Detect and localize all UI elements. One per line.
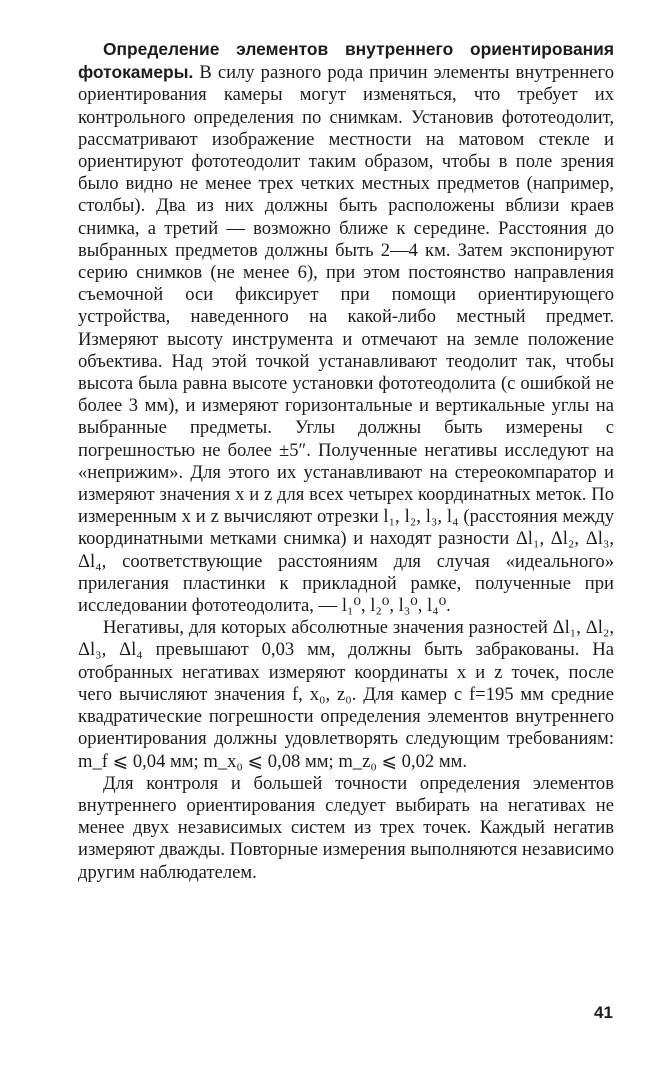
page-number: 41 xyxy=(594,1003,613,1022)
paragraph-3: Для контроля и большей точности определения элементов внутреннего ориентирования следует выбирать на негативах не менее двух независимых систем из трех точек. Каждый негатив измеряют дважды. Повторные измерения выполняются независимо другим наблюдателем. xyxy=(78,772,614,883)
paragraph-1 xyxy=(78,38,614,617)
section-heading: Определение элементов внутреннего ориентирования фотокамеры. xyxy=(78,39,614,83)
body-text xyxy=(78,38,614,884)
paragraph-1-body: В силу разного рода причин элементы внутреннего ориентирования камеры могут изменяться, что требует их контрольного определения по снимкам. Установив фототеодолит, рассматривают изображение местности на матовом стекле и ориентируют фототеодолит таким образом, чтобы в поле зрения было видно не менее трех четких местных предметов (например, столбы). Два из них должны быть расположены вблизи краев снимка, а третий — возможно ближе к середине. Расстояния до выбранных предметов должны быть 2—4 км. Затем экспонируют серию снимков (не менее 6), при этом постоянство направления съемочной оси фиксирует при помощи ориентирующего устройства, наведенного на какой-либо местный предмет. Измеряют высоту инструмента и отмечают на земле положение объектива. Над этой точкой устанавливают теодолит так, чтобы высота была равна высоте установки фототеодолита (с ошибкой не более 3 мм), и измеряют горизонтальные и вертикальные углы на выбранные предметы. Углы должны быть измерены с погрешностью не более ±5″. Полученные негативы исследуют на «неприжим». Для этого их устанавливают на стереокомпаратор и измеряют значения x и z для всех четырех координатных меток. По измеренным x и z вычисляют отрезки l₁, l₂, l₃, l₄ (расстояния между координатными метками снимка) и находят разности Δl₁, Δl₂, Δl₃, Δl₄, соответствующие расстояниям для случая «идеального» прилегания пластинки к прикладной рамке, полученные при исследовании фототеодолита, — l₁⁰, l₂⁰, l₃⁰, l₄⁰. xyxy=(78,62,615,617)
paragraph-2: Негативы, для которых абсолютные значения разностей Δl₁, Δl₂, Δl₃, Δl₄ превышают 0,03 мм, должны быть забракованы. На отобранных негативах измеряют координаты x и z точек, после чего вычисляют значения f, x₀, z₀. Для камер с f=195 мм средние квадратические погрешности определения элементов внутреннего ориентирования должны удовлетворять следующим требованиям: m_f ⩽ 0,04 мм; m_x₀ ⩽ 0,08 мм; m_z₀ ⩽ 0,02 мм. xyxy=(78,617,614,772)
